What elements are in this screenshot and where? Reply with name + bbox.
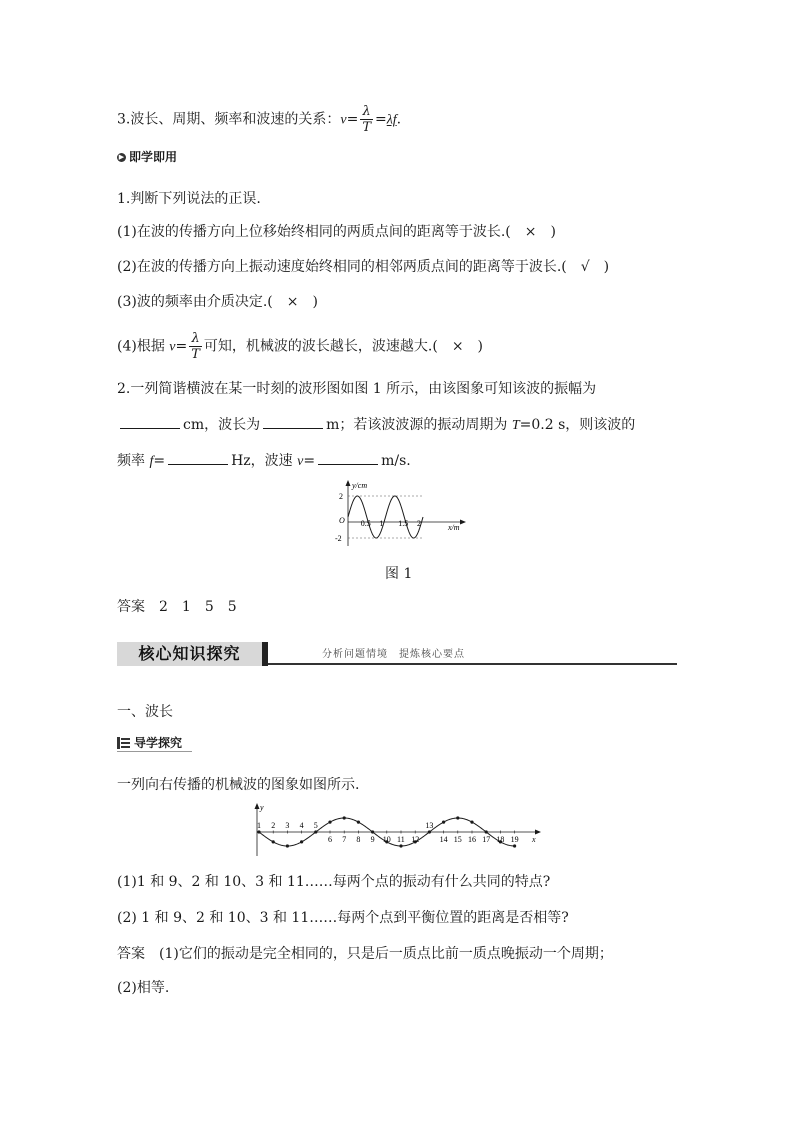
fig2-point-label: 7: [342, 835, 347, 844]
fig1-xtick-label: 2: [417, 519, 421, 528]
fig2-point: [442, 821, 445, 824]
q2-line3-c: Hz，波速: [231, 453, 298, 469]
fig2-ylabel: y: [260, 803, 264, 812]
q2-line-2: [117, 414, 635, 436]
fig2-point-label: 6: [328, 835, 332, 844]
fig2-point-label: 11: [397, 835, 405, 844]
guide-heading: [117, 732, 182, 752]
q2-line3-d: =: [303, 453, 316, 469]
blank-frequency: [168, 450, 228, 465]
fig2-point-label: 5: [313, 821, 318, 830]
section-banner-subtitle: 分析问题情境 提炼核心要点: [322, 649, 465, 660]
fig1-wave-curve: [348, 496, 423, 538]
guide-bars-icon: [117, 737, 130, 749]
q2-line2-b: m；若该波波源的振动周期为: [326, 417, 512, 433]
q1-item4-v: v: [169, 339, 176, 355]
fig2-point-label: 14: [439, 835, 448, 844]
fig2-point-label: 12: [411, 835, 420, 844]
section-banner-title: 核心知识探究: [117, 642, 262, 666]
fig1-ytick-bottom: -2: [335, 534, 342, 543]
fig2-x-arrow-icon: [535, 830, 541, 835]
fig2-point: [272, 840, 275, 843]
q2-line3-f: f: [149, 454, 154, 469]
fig2-point: [328, 821, 331, 824]
instant-use-heading: [117, 147, 177, 167]
q1-stem: 1.判断下列说法的正误.: [117, 191, 261, 207]
explore-answer-line-2: (2)相等.: [117, 980, 170, 996]
figure1-caption: 图 1: [385, 566, 413, 582]
fraction-T: T: [362, 120, 371, 135]
fig1-xtick-label: 1: [379, 519, 384, 528]
relation-v: v: [340, 112, 347, 128]
q1-item4-T: T: [191, 347, 200, 362]
fig2-point-label: 16: [468, 835, 476, 844]
instant-use-label: 即学即用: [129, 150, 178, 164]
q2-line2-c: =0.2 s，则该波的: [519, 417, 636, 433]
fraction-lambda: λ: [360, 104, 373, 120]
guide-label: 导学探究: [134, 736, 183, 750]
fig2-xlabel: x: [532, 835, 536, 844]
fig2-point-label: 10: [382, 835, 391, 844]
q1-item4-lambda: λ: [189, 331, 202, 347]
fig1-ylabel: y/cm: [352, 481, 368, 490]
fig1-ytick-top: 2: [339, 492, 343, 501]
fig1-xticks: [361, 519, 421, 528]
explore-intro: 一列向右传播的机械波的图象如图所示.: [117, 777, 360, 793]
explore-answer-line-1: 答案 (1)它们的振动是完全相同的，只是后一质点比前一质点晚振动一个周期；: [117, 946, 613, 962]
q2-line2-T: T: [511, 418, 520, 433]
fig2-point-label: 1: [257, 821, 261, 830]
fig1-xtick-label: 0.5: [360, 519, 371, 528]
fig2-point: [300, 840, 303, 843]
explore-q2: (2) 1 和 9、2 和 10、3 和 11……每两个点到平衡位置的距离是否相等?: [117, 910, 569, 926]
fig1-origin: O: [339, 516, 345, 525]
relation-lf: λf: [386, 112, 397, 128]
play-circle-icon: ▶: [118, 152, 125, 161]
q2-line3-a: 频率: [117, 453, 150, 469]
q2-line3-b: =: [153, 453, 166, 469]
relation-fraction: [360, 104, 373, 135]
wave-figure-2: [245, 800, 545, 858]
explore-q1: (1)1 和 9、2 和 10、3 和 11……每两个点的振动有什么共同的特点?: [117, 874, 551, 890]
fig2-point-label: 17: [482, 835, 491, 844]
q1-item-1: (1)在波的传播方向上位移始终相同的两质点间的距离等于波长.( × ): [117, 224, 556, 240]
fig1-xlabel: x/m: [448, 523, 460, 532]
fig2-point: [343, 816, 346, 819]
q1-item4-prefix: (4)根据: [117, 338, 170, 355]
guide-underline: [117, 751, 192, 752]
section-banner: [117, 642, 677, 668]
fig2-point-label: 9: [370, 835, 375, 844]
blank-wavelength: [263, 414, 323, 429]
fig2-point-label: 13: [425, 821, 434, 830]
fig1-y-arrow-icon: [346, 480, 351, 486]
fig2-point-label: 3: [285, 821, 290, 830]
q2-line-1: 2.一列简谐横波在某一时刻的波形图如图 1 所示，由该图象可知该波的振幅为: [117, 381, 597, 397]
fig2-point: [357, 821, 360, 824]
q1-item4-fraction: [189, 331, 202, 362]
wave-figure-1: [330, 478, 470, 548]
fig2-point-label: 2: [271, 821, 276, 830]
fig2-point: [513, 844, 516, 847]
fig2-point: [399, 844, 402, 847]
fig2-point-label: 19: [510, 835, 519, 844]
blank-amplitude: [120, 414, 180, 429]
q2-line3-e: m/s.: [381, 453, 411, 469]
q2-line-3: [117, 450, 411, 472]
relation-line: [117, 104, 401, 135]
fig2-point-label: 18: [496, 835, 505, 844]
fig1-xtick-label: 1.5: [398, 519, 409, 528]
blank-speed: [318, 450, 378, 465]
fig2-point-label: 15: [453, 835, 462, 844]
fig2-point: [470, 821, 473, 824]
answer-1: 答案 2 1 5 5: [117, 599, 237, 615]
q2-line2-a: cm，波长为: [183, 417, 261, 433]
q1-item-3: (3)波的频率由介质决定.( × ): [117, 294, 318, 310]
q1-item4-suffix: 可知，机械波的波长越长，波速越大.( × ): [203, 338, 484, 355]
relation-eq: =: [346, 111, 359, 128]
fig2-point-label: 8: [356, 835, 361, 844]
section-banner-rule: [268, 663, 677, 665]
fig2-point-label: 4: [299, 821, 304, 830]
part1-heading: 一、波长: [117, 704, 173, 720]
q1-item-4: [117, 331, 483, 362]
q2-line3-v: v: [297, 454, 304, 469]
q1-item-2: (2)在波的传播方向上振动速度始终相同的相邻两质点间的距离等于波长.( √ ): [117, 259, 610, 275]
fig2-y-arrow-icon: [255, 803, 260, 809]
fig1-x-arrow-icon: [460, 520, 466, 525]
relation-eq2: =: [374, 111, 387, 128]
relation-text: 3.波长、周期、频率和波速的关系：: [117, 111, 341, 128]
q1-item4-eq: =: [175, 338, 188, 355]
fig2-point: [456, 816, 459, 819]
relation-period: .: [396, 111, 402, 128]
fig2-point: [286, 844, 289, 847]
